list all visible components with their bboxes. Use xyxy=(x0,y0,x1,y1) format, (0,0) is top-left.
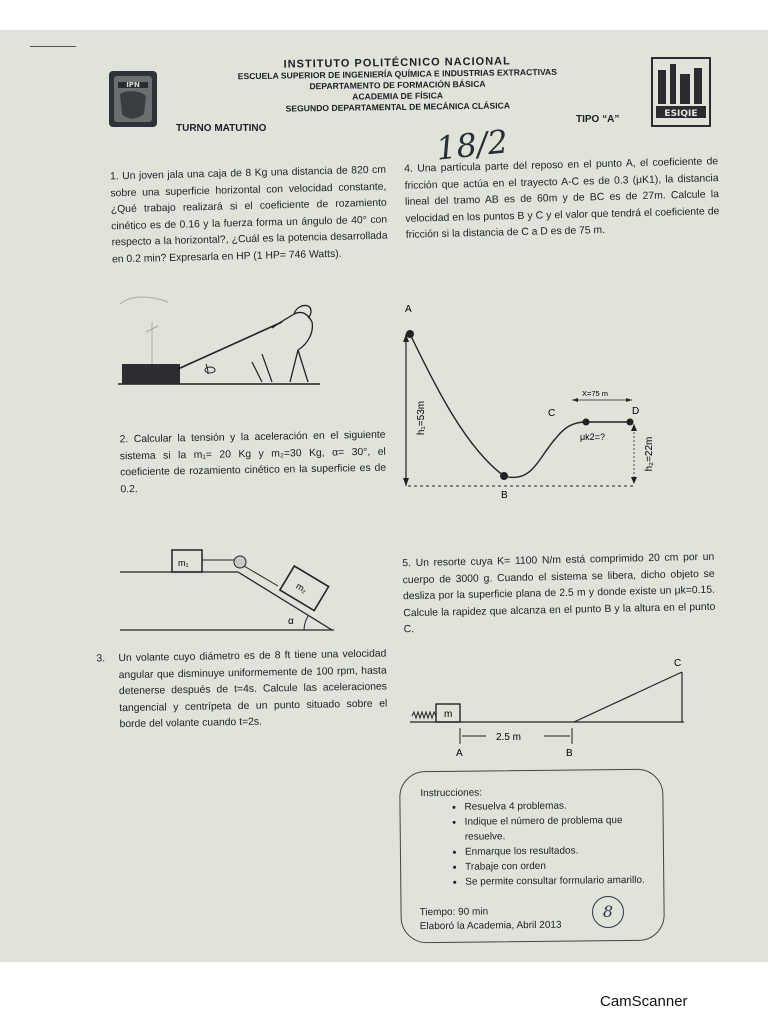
point-c-label: C xyxy=(548,408,556,419)
person-figure xyxy=(272,305,312,382)
alpha-label: α xyxy=(288,616,294,627)
rope xyxy=(178,322,282,369)
instruction-item: • Enmarque los resultados. xyxy=(465,843,655,860)
exam-time: Tiempo: 90 min xyxy=(419,906,489,919)
mu-k2-label: μk2=? xyxy=(580,432,605,442)
h1-label: h₁=53m xyxy=(416,400,427,436)
h2-arrow-bottom xyxy=(631,477,637,484)
exam-type: TIPO “A” xyxy=(576,114,620,125)
point-d-marker xyxy=(627,419,634,426)
box xyxy=(122,364,180,384)
point-b-marker xyxy=(500,472,508,480)
problem-4: 4. Una partícula parte del reposo en el punto A, el coeficiente de fricción que actúa en el trayecto A-C es de 0.3 (μK1), la distancia lineal del tramo AB es de 60m y de BC es de 27m. Calcule la velocidad en los puntos B y C y el valor que tendrá el coeficiente de fricción si la distancia de C a D es de 75 m. xyxy=(404,156,720,241)
spring xyxy=(412,712,436,718)
ipn-logo-text: IPN xyxy=(126,81,140,89)
figure-4-track xyxy=(396,298,666,518)
circled-mark: 8 xyxy=(592,896,624,928)
x-distance-label: X=75 m xyxy=(582,389,609,398)
exam-name: SEGUNDO DEPARTAMENTAL DE MECÁNICA CLÁSICA xyxy=(285,100,511,114)
block-m-label: m xyxy=(444,709,453,720)
angle-mark xyxy=(205,367,215,373)
instruction-item: • Trabaje con orden xyxy=(465,858,655,875)
ramp-slope xyxy=(574,672,682,722)
person-legs xyxy=(252,354,272,382)
figure-2-incline xyxy=(118,536,368,636)
camscanner-watermark: CamScanner xyxy=(600,993,688,1010)
point-c-marker xyxy=(583,419,590,426)
mass-m1-label: m₁ xyxy=(178,558,189,568)
exam-sheet xyxy=(0,30,768,962)
figure-1-pulling-box xyxy=(112,292,392,392)
exam-header xyxy=(205,55,591,115)
track-curve xyxy=(410,334,630,477)
school-name: ESCUELA SUPERIOR DE INGENIERÍA QUÍMICA E INDUSTRIAS EXTRACTIVAS xyxy=(237,66,558,82)
problem-3-number: 3. xyxy=(96,653,106,665)
figure-5-spring-ramp xyxy=(408,652,698,760)
instructions-list xyxy=(444,798,655,890)
handwritten-grade: 18/2 xyxy=(434,122,510,168)
x-arrow-right xyxy=(626,398,632,402)
corner-mark xyxy=(30,46,76,47)
h1-arrow-bottom xyxy=(403,478,409,486)
problem-2: 2. Calcular la tensión y la aceleración en el siguiente sistema si la m₁= 20 Kg y m₂=30 Kg, α= 30°, el coeficiente de rozamiento cinético en la superficie es de 0.2. xyxy=(119,429,387,495)
instruction-item: • Indique el número de problema que resuelve. xyxy=(465,813,655,845)
point-a-label: A xyxy=(456,748,463,759)
esiqie-logo-text: ESIQIE xyxy=(664,109,698,119)
instructions-box xyxy=(399,769,665,944)
esiqie-logo-icon xyxy=(650,56,712,128)
h2-arrow-top xyxy=(631,424,637,431)
instruction-item: • Resuelva 4 problemas. xyxy=(464,798,654,815)
rope-incline xyxy=(244,566,278,586)
shift-label: TURNO MATUTINO xyxy=(176,123,267,134)
mass-m2-label: m₂ xyxy=(294,580,309,595)
point-a-label: A xyxy=(405,304,412,315)
point-d-label: D xyxy=(632,406,640,417)
academy-name: ACADEMIA DE FÍSICA xyxy=(352,90,444,102)
problem-1: 1. Un joven jala una caja de 8 Kg una distancia de 820 cm sobre una superficie horizontal con velocidad constante, ¿Qué trabajo realizará si el coeficiente de rozamiento cinético es de 0.16 y la fuerza forma un ángulo de 40° con respecto a la horizontal?, ¿Cuál es la potencia desarrollada en 0.2 min? Expresarla en HP (1 HP= 746 Watts). xyxy=(109,164,388,265)
ipn-logo-icon xyxy=(106,68,160,130)
problem-5: 5. Un resorte cuya K= 1100 N/m está comprimido 20 cm por un cuerpo de 3000 g. Cuando el sistema se libera, dicho objeto se desliza por la superficie plana de 2.5 m y donde existe un μk=0.15. Calcule la rapidez que alcanza en el punto B y la altura en el punto C. xyxy=(402,551,716,636)
problem-3 xyxy=(96,646,387,734)
instructions-title: Instrucciones: xyxy=(420,787,483,800)
point-b-label: B xyxy=(566,748,573,759)
point-c-label: C xyxy=(674,658,682,669)
alpha-arc xyxy=(304,616,308,630)
problem-3-text: Un volante cuyo diámetro es de 8 ft tiene una velocidad angular que disminuye uniformemente de 100 rpm, hasta detenerse después de t=4s. Calcule las aceleraciones tangencial y centrípeta de un punto situado sobre el borde del volante cuando t=2s. xyxy=(118,648,388,731)
pencil-sketch xyxy=(120,297,168,304)
department-name: DEPARTAMENTO DE FORMACIÓN BÁSICA xyxy=(309,78,486,92)
point-b-label: B xyxy=(501,490,508,501)
x-arrow-left xyxy=(572,398,578,402)
distance-label: 2.5 m xyxy=(496,732,522,743)
h2-label: h₂=22m xyxy=(644,436,655,472)
instruction-item: • Se permite consultar formulario amarillo. xyxy=(465,873,655,890)
exam-author: Elaboró la Academia, Abril 2013 xyxy=(419,919,562,933)
institute-name: INSTITUTO POLITÉCNICO NACIONAL xyxy=(283,55,511,71)
